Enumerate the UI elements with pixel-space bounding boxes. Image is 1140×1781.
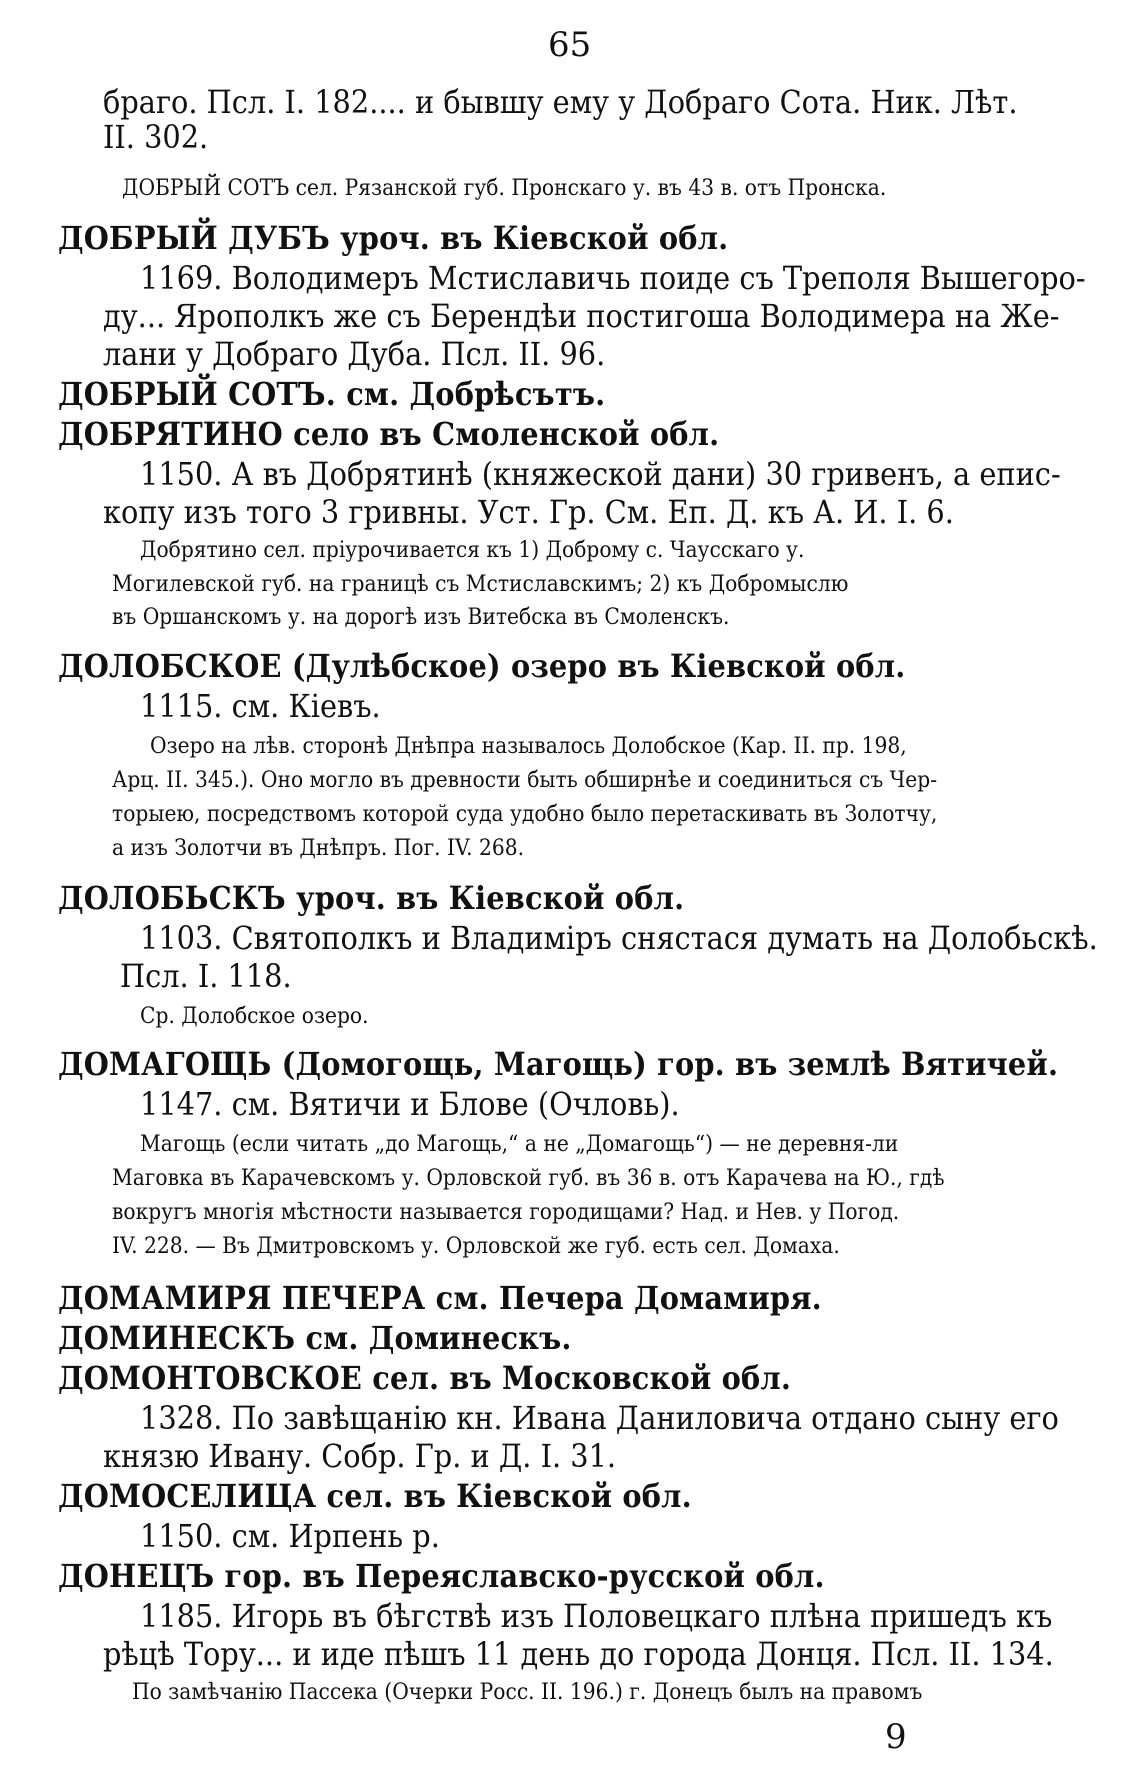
entry-text: Псл. I. 118.: [120, 957, 292, 995]
entry-text: ду... Ярополкъ же съ Берендѣи постигоша Володимера на Же-: [103, 297, 1060, 335]
entry-text: лани у Добраго Дуба. Псл. II. 96.: [103, 335, 606, 373]
note-line: По замѣчанію Пассека (Очерки Росс. II. 196.) г. Донецъ былъ на правомъ: [132, 1680, 923, 1705]
entry-text: князю Ивану. Собр. Гр. и Д. I. 31.: [103, 1437, 617, 1475]
note-line: Маговка въ Карачевскомъ у. Орловской губ. въ 36 в. отъ Карачева на Ю., гдѣ: [112, 1166, 945, 1191]
note-line: IV. 228. — Въ Дмитровскомъ у. Орловской же губ. есть сел. Домаха.: [112, 1234, 840, 1259]
note-line: въ Оршанскомъ у. на дорогѣ изъ Витебска въ Смоленскъ.: [112, 605, 730, 630]
entry-text: 1103. Святополкъ и Владиміръ снястася думать на Долобьскѣ.: [140, 919, 1098, 957]
entry-text: 1150. А въ Добрятинѣ (княжеской дани) 30 гривенъ, а епис-: [140, 455, 1061, 493]
entry-heading: ДОБРЫЙ СОТЪ. см. Добрѣсътъ.: [58, 375, 606, 413]
entry-text: рѣцѣ Тору... и иде пѣшъ 11 день до города Донця. Псл. II. 134.: [103, 1635, 1054, 1673]
entry-heading: ДОБРЯТИНО село въ Смоленской обл.: [58, 415, 720, 453]
entry-text: 1169. Володимеръ Мстиславичь поиде съ Треполя Вышегоро-: [140, 259, 1086, 297]
entry-heading: ДОМАГОЩЬ (Домогощь, Магощь) гор. въ землѣ Вятичей.: [58, 1045, 1059, 1083]
entry-text: 1150. см. Ирпень р.: [140, 1517, 440, 1555]
note-line: торыею, посредствомъ которой суда удобно было перетаскивать въ Золотчу,: [112, 802, 938, 827]
note-line: вокругъ многія мѣстности называется городищами? Над. и Нев. у Погод.: [112, 1200, 900, 1225]
entry-heading: ДОМАМИРЯ ПЕЧЕРА см. Печера Домамиря.: [58, 1279, 822, 1317]
signature-mark: 9: [885, 1717, 907, 1757]
text-line: браго. Псл. I. 182.... и бывшу ему у Добраго Сота. Ник. Лѣт.: [103, 83, 1018, 121]
text-line: II. 302.: [103, 118, 209, 156]
note-line: а изъ Золотчи въ Днѣпръ. Пог. IV. 268.: [112, 836, 525, 861]
note-line: Магощь (если читать „до Магощь,“ а не „Домагощь“) — не деревня-ли: [140, 1132, 899, 1157]
entry-heading: ДОМОНТОВСКОЕ сел. въ Московской обл.: [58, 1359, 792, 1397]
note-line: Озеро на лѣв. сторонѣ Днѣпра называлось Долобское (Кар. II. пр. 198,: [150, 734, 907, 759]
entry-heading: ДОЛОБСКОЕ (Дулѣбское) озеро въ Кіевской обл.: [58, 647, 906, 685]
entry-text: 1185. Игорь въ бѣгствѣ изъ Половецкаго плѣна пришедъ къ: [140, 1597, 1053, 1635]
page-number: 65: [548, 25, 592, 65]
entry-heading: ДОМИНЕСКЪ см. Доминескъ.: [58, 1319, 572, 1357]
note-line: Арц. II. 345.). Оно могло въ древности быть обширнѣе и соединиться съ Чер-: [112, 768, 938, 793]
note-line: Добрятино сел. пріурочивается къ 1) Доброму с. Чаусскаго у.: [140, 538, 805, 563]
entry-heading: ДОЛОБЬСКЪ уроч. въ Кіевской обл.: [58, 879, 685, 917]
entry-text: 1328. По завѣщанію кн. Ивана Даниловича отдано сыну его: [140, 1399, 1059, 1437]
entry-heading: ДОНЕЦЪ гор. въ Переяславско-русской обл.: [58, 1557, 825, 1595]
entry-text: 1147. см. Вятичи и Блове (Очловь).: [140, 1085, 680, 1123]
entry-text: 1115. см. Кіевъ.: [140, 687, 381, 725]
entry-heading: ДОМОСЕЛИЦА сел. въ Кіевской обл.: [58, 1477, 692, 1515]
note-line: Могилевской губ. на границѣ съ Мстиславскимъ; 2) къ Добромыслю: [112, 572, 849, 597]
entry-heading: ДОБРЫЙ ДУБЪ уроч. въ Кіевской обл.: [58, 219, 729, 257]
note-line: ДОБРЫЙ СОТЪ сел. Рязанской губ. Пронскаго у. въ 43 в. отъ Пронска.: [122, 176, 887, 201]
note-line: Ср. Долобское озеро.: [140, 1004, 369, 1029]
entry-text: копу изъ того 3 гривны. Уст. Гр. См. Еп. Д. къ А. И. I. 6.: [103, 493, 954, 531]
